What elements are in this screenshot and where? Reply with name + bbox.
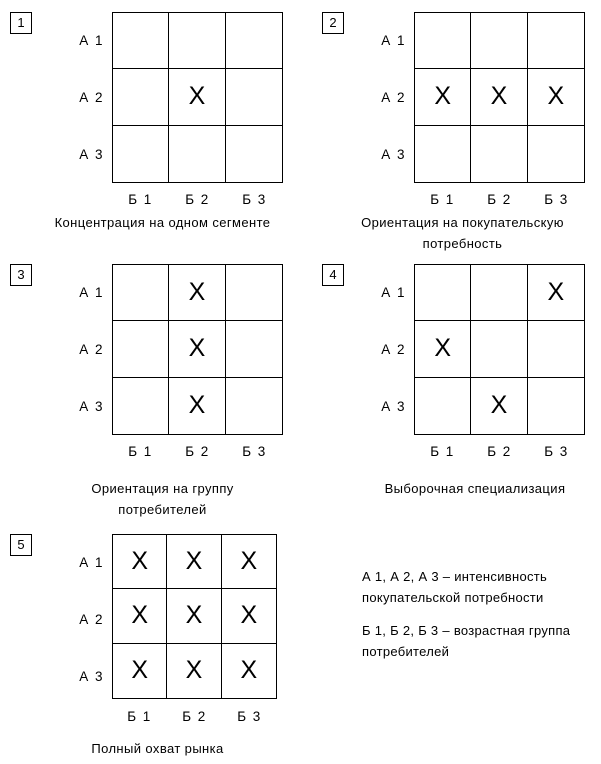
col-labels-2	[414, 192, 585, 207]
col-label: Б 2	[182, 709, 207, 724]
grid-5	[112, 534, 277, 699]
row-label: А 2	[79, 342, 104, 357]
grid-cell	[226, 265, 282, 321]
grid-cell-marked: X	[415, 69, 471, 125]
grid-cell-marked: X	[528, 69, 584, 125]
row-label: А 3	[79, 147, 104, 162]
col-label: Б 2	[185, 192, 210, 207]
row-label: А 3	[381, 147, 406, 162]
col-label: Б 3	[242, 444, 267, 459]
grid-cell	[415, 13, 471, 69]
col-labels-4	[414, 444, 585, 459]
grid-cell-marked: X	[167, 589, 221, 643]
grid-cell-marked: X	[113, 535, 167, 589]
grid-cell	[528, 378, 584, 434]
col-label: Б 2	[185, 444, 210, 459]
col-label: Б 1	[128, 192, 153, 207]
col-label: Б 2	[487, 444, 512, 459]
grid-cell	[528, 13, 584, 69]
legend-line-a: А 1, А 2, А 3 – интенсивность покупательской потребности	[362, 569, 548, 605]
col-label: Б 1	[430, 444, 455, 459]
grid-cell	[471, 265, 527, 321]
panel-number-4: 4	[322, 264, 344, 286]
col-label: Б 3	[237, 709, 262, 724]
grid-cell-marked: X	[240, 656, 258, 685]
panel-number-5: 5	[10, 534, 32, 556]
col-labels-3	[112, 444, 283, 459]
grid-cell-marked: X	[169, 69, 225, 125]
grid-cell	[226, 378, 282, 434]
grid-cell	[415, 378, 471, 434]
row-labels-2	[364, 12, 406, 183]
grid-cell	[113, 13, 169, 69]
panel-number-1: 1	[10, 12, 32, 34]
grid-4	[414, 264, 585, 435]
grid-cell	[113, 69, 169, 125]
col-label: Б 2	[487, 192, 512, 207]
grid-cell	[471, 126, 527, 182]
col-labels-1	[112, 192, 283, 207]
grid-cell	[471, 13, 527, 69]
panel-caption-2: Ориентация на покупательскую потребность	[361, 215, 564, 251]
grid-cell-marked: X	[169, 265, 225, 321]
grid-cell	[226, 69, 282, 125]
grid-cell	[169, 13, 225, 69]
col-label: Б 3	[544, 444, 569, 459]
grid-cell-marked: X	[415, 321, 471, 377]
grid-cell-marked: X	[528, 265, 584, 321]
grid-cell	[415, 265, 471, 321]
grid-cell	[471, 321, 527, 377]
row-labels-1	[62, 12, 104, 183]
col-labels-5	[112, 709, 277, 724]
row-labels-3	[62, 264, 104, 435]
row-label: А 1	[79, 285, 104, 300]
grid-cell-marked: X	[471, 69, 527, 125]
grid-cell	[226, 321, 282, 377]
panel-caption-5: Полный охват рынка	[91, 741, 224, 756]
row-label: А 3	[79, 669, 104, 684]
row-labels-5	[62, 534, 104, 705]
grid-cell	[528, 321, 584, 377]
legend-line-b: Б 1, Б 2, Б 3 – возрастная группа потребителей	[362, 623, 571, 659]
row-label: А 2	[381, 342, 406, 357]
grid-3	[112, 264, 283, 435]
grid-cell	[113, 378, 169, 434]
grid-cell	[528, 126, 584, 182]
grid-cell	[169, 126, 225, 182]
legend	[362, 566, 577, 674]
grid-cell-marked: X	[167, 535, 221, 589]
row-label: А 1	[79, 555, 104, 570]
row-labels-4	[364, 264, 406, 435]
grid-1	[112, 12, 283, 183]
panel-number-3: 3	[10, 264, 32, 286]
grid-cell-marked: X	[222, 589, 276, 643]
grid-cell	[113, 321, 169, 377]
col-label: Б 1	[430, 192, 455, 207]
grid-cell	[113, 126, 169, 182]
row-label: А 3	[381, 399, 406, 414]
grid-cell	[415, 126, 471, 182]
grid-cell-marked: X	[471, 378, 527, 434]
grid-cell	[226, 13, 282, 69]
row-label: А 2	[79, 90, 104, 105]
col-label: Б 1	[127, 709, 152, 724]
col-label: Б 1	[128, 444, 153, 459]
grid-cell-marked: X	[169, 378, 225, 434]
col-label: Б 3	[544, 192, 569, 207]
grid-cell-marked: X	[169, 321, 225, 377]
row-label: А 1	[381, 285, 406, 300]
panel-caption-3: Ориентация на группу потребителей	[91, 481, 234, 517]
row-label: А 1	[381, 33, 406, 48]
panel-caption-1: Концентрация на одном сегменте	[54, 215, 271, 230]
panel-number-2: 2	[322, 12, 344, 34]
row-label: А 2	[381, 90, 406, 105]
grid-cell-marked: X	[222, 535, 276, 589]
grid-cell-marked: X	[113, 644, 167, 698]
row-label: А 3	[79, 399, 104, 414]
panel-caption-4: Выборочная специализация	[384, 481, 566, 496]
row-label: А 2	[79, 612, 104, 627]
grid-cell-marked: X	[113, 589, 167, 643]
grid-cell	[113, 265, 169, 321]
grid-2	[414, 12, 585, 183]
col-label: Б 3	[242, 192, 267, 207]
grid-cell	[226, 126, 282, 182]
grid-cell-marked: X	[167, 644, 221, 698]
row-label: А 1	[79, 33, 104, 48]
